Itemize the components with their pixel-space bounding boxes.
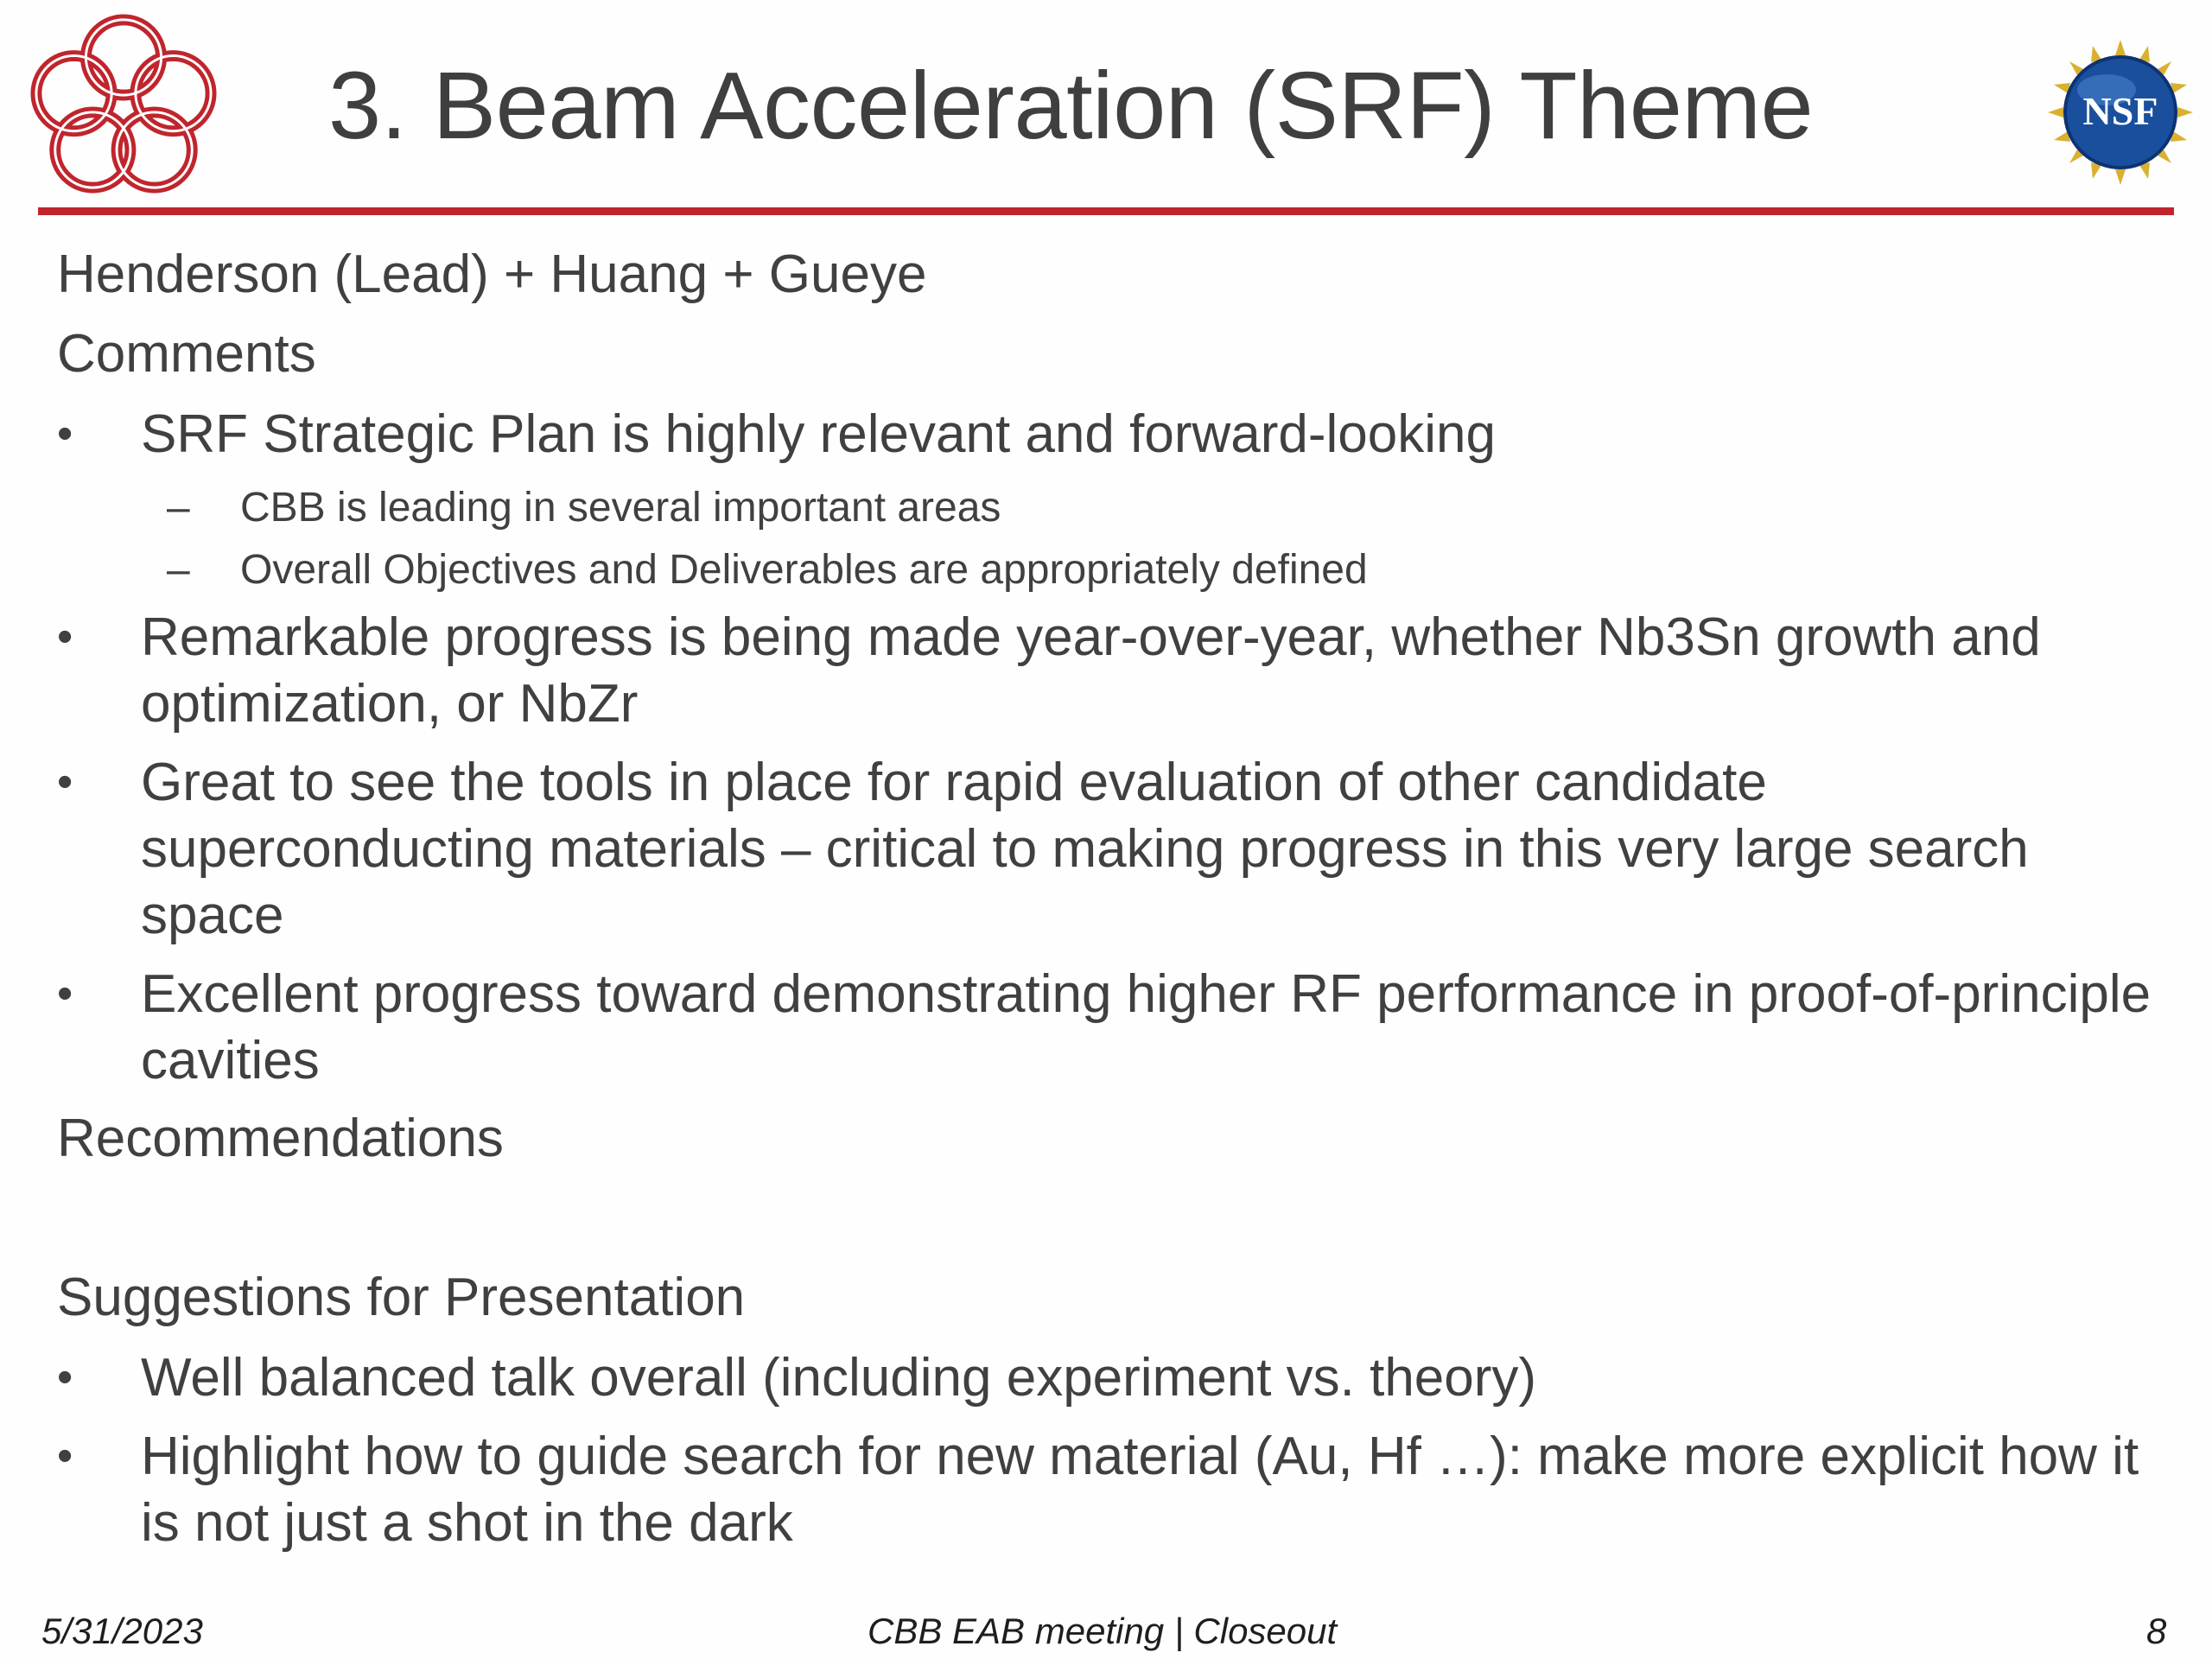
comment-item xyxy=(57,604,2174,737)
dash-icon: – xyxy=(167,547,190,593)
suggestion-item xyxy=(57,1344,2174,1411)
comment-subitem xyxy=(57,480,2174,537)
slide-body xyxy=(57,242,2174,1568)
suggestion-text: Highlight how to guide search for new material (Au, Hf …): make more explicit how it is not just a shot in the dark xyxy=(141,1427,2139,1553)
subitem-text: CBB is leading in several important areas xyxy=(240,485,1001,531)
comment-text: Great to see the tools in place for rapid evaluation of other candidate superconducting materials – critical to making progress in this very large search space xyxy=(141,753,2029,945)
suggestion-text: Well balanced talk overall (including experiment vs. theory) xyxy=(141,1348,1537,1408)
comment-item xyxy=(57,961,2174,1094)
comment-item xyxy=(57,401,2174,467)
page-number: 8 xyxy=(2146,1611,2167,1651)
bullet-icon: • xyxy=(57,612,73,662)
comment-subitem xyxy=(57,542,2174,599)
comment-text: Remarkable progress is being made year-over-year, whether Nb3Sn growth and optimization, or NbZr xyxy=(141,607,2041,734)
slide-title: 3. Beam Acceleration (SRF) Theme xyxy=(328,53,1814,159)
comments-heading: Comments xyxy=(57,324,316,384)
bullet-icon: • xyxy=(57,1431,73,1481)
comment-text: Excellent progress toward demonstrating higher RF performance in proof-of-principle cavities xyxy=(141,964,2152,1090)
dash-icon: – xyxy=(167,485,190,531)
footer-date: 5/31/2023 xyxy=(41,1611,203,1651)
nsf-logo xyxy=(2046,38,2195,187)
title-divider xyxy=(38,207,2174,215)
suggestions-heading: Suggestions for Presentation xyxy=(57,1268,746,1327)
bullet-icon: • xyxy=(57,757,73,807)
empty-spacer xyxy=(57,1185,2174,1265)
recommendations-heading: Recommendations xyxy=(57,1109,504,1168)
bullet-icon: • xyxy=(57,409,73,459)
cbb-knot-logo xyxy=(29,14,218,195)
footer-meeting: CBB EAB meeting | Closeout xyxy=(868,1611,1338,1651)
bullet-icon: • xyxy=(57,969,73,1019)
comment-text: SRF Strategic Plan is highly relevant and forward-looking xyxy=(141,404,1496,464)
subitem-text: Overall Objectives and Deliverables are appropriately defined xyxy=(240,547,1368,593)
team-line: Henderson (Lead) + Huang + Gueye xyxy=(57,245,927,304)
bullet-icon: • xyxy=(57,1352,73,1402)
svg-text:NSF: NSF xyxy=(2082,89,2158,133)
suggestion-item xyxy=(57,1423,2174,1556)
comment-item xyxy=(57,749,2174,949)
